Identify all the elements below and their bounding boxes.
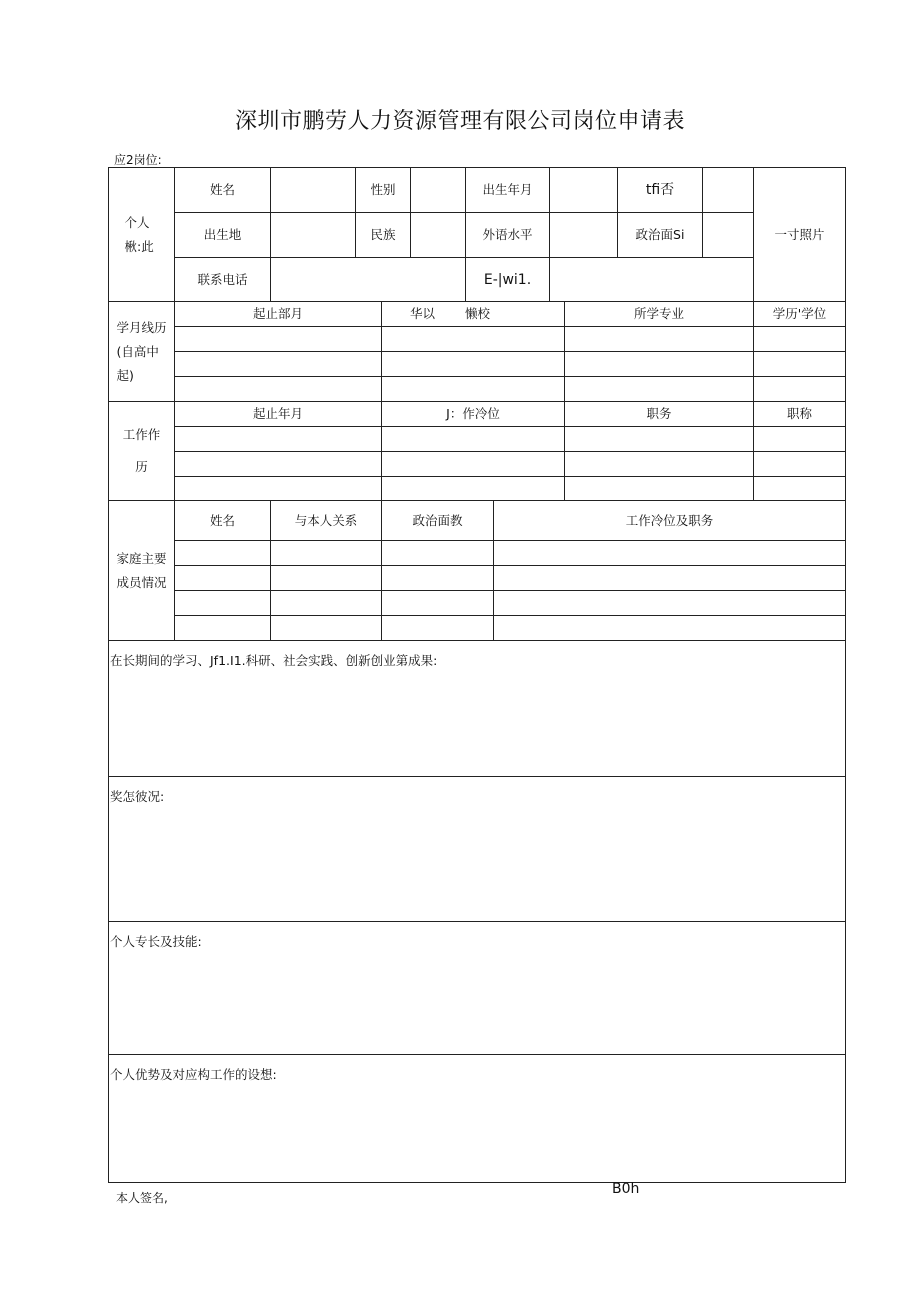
- family-col-work: 工作冷位及职务: [493, 500, 846, 541]
- work-row3-title[interactable]: [753, 476, 846, 501]
- edu-row1-school[interactable]: [381, 326, 565, 352]
- birthplace-field[interactable]: [270, 212, 356, 258]
- family-col-name: 姓名: [174, 500, 271, 541]
- signature-label: 本人签名,: [116, 1191, 168, 1205]
- gender-label: 性别: [355, 167, 411, 213]
- edu-row2-degree[interactable]: [753, 351, 846, 377]
- language-label: 外语水平: [465, 212, 550, 258]
- edu-col-school-part-a: 华以: [410, 306, 436, 321]
- edu-row3-school[interactable]: [381, 376, 565, 402]
- birth-date-label: 出生年月: [465, 167, 550, 213]
- edu-col-period: 起止部月: [174, 301, 382, 327]
- edu-row1-major[interactable]: [564, 326, 754, 352]
- photo-box: 一寸照片: [753, 167, 846, 302]
- edu-row2-period[interactable]: [174, 351, 382, 377]
- politics-field[interactable]: [702, 212, 754, 258]
- family-row3-name[interactable]: [174, 590, 271, 616]
- edu-row2-school[interactable]: [381, 351, 565, 377]
- family-row4-relation[interactable]: [270, 615, 382, 641]
- edu-col-major: 所学专业: [564, 301, 754, 327]
- achievements-box[interactable]: [108, 640, 846, 777]
- politics-label: 政治面Si: [617, 212, 703, 258]
- work-row1-period[interactable]: [174, 426, 382, 452]
- birth-date-field[interactable]: [549, 167, 618, 213]
- family-row2-name[interactable]: [174, 565, 271, 591]
- email-label: E-|wi1.: [465, 257, 550, 302]
- family-row3-politics[interactable]: [381, 590, 494, 616]
- education-section-text: 学月线历(自高中起): [116, 319, 167, 383]
- work-row1-title[interactable]: [753, 426, 846, 452]
- family-row1-work[interactable]: [493, 540, 846, 566]
- family-col-politics: 政治面教: [381, 500, 494, 541]
- family-row2-work[interactable]: [493, 565, 846, 591]
- work-section-label: [108, 401, 175, 501]
- edu-col-degree: 学历'学位: [753, 301, 846, 327]
- edu-row3-degree[interactable]: [753, 376, 846, 402]
- skills-label: 个人专长及技能:: [110, 934, 202, 949]
- ethnicity-field[interactable]: [410, 212, 466, 258]
- family-section-label: [108, 500, 175, 641]
- email-field[interactable]: [549, 257, 754, 302]
- education-section-label: [108, 301, 175, 402]
- edu-col-school: [381, 301, 565, 327]
- ethnicity-label: 民族: [355, 212, 411, 258]
- work-row2-title[interactable]: [753, 451, 846, 477]
- work-row1-unit[interactable]: [381, 426, 565, 452]
- skills-box[interactable]: [108, 921, 846, 1055]
- edu-row1-degree[interactable]: [753, 326, 846, 352]
- edu-col-school-part-b: 懒校: [465, 306, 491, 321]
- family-row1-relation[interactable]: [270, 540, 382, 566]
- work-row1-duty[interactable]: [564, 426, 754, 452]
- date-label: B0h: [612, 1181, 640, 1197]
- advantages-box[interactable]: [108, 1054, 846, 1183]
- marital-field[interactable]: [702, 167, 754, 213]
- form-title: 深圳市鹏劳人力资源管理有限公司岗位申请表: [234, 109, 685, 134]
- birthplace-label: 出生地: [174, 212, 271, 258]
- family-row1-politics[interactable]: [381, 540, 494, 566]
- phone-label: 联系电话: [174, 257, 271, 302]
- personal-section-label: [108, 167, 175, 302]
- work-row2-period[interactable]: [174, 451, 382, 477]
- family-row4-name[interactable]: [174, 615, 271, 641]
- work-col-period: 起止年月: [174, 401, 382, 427]
- work-col-duty: 职务: [564, 401, 754, 427]
- language-field[interactable]: [549, 212, 618, 258]
- work-row2-duty[interactable]: [564, 451, 754, 477]
- work-row2-unit[interactable]: [381, 451, 565, 477]
- work-col-unit: J：作冷位: [381, 401, 565, 427]
- family-row2-politics[interactable]: [381, 565, 494, 591]
- work-row3-unit[interactable]: [381, 476, 565, 501]
- gender-field[interactable]: [410, 167, 466, 213]
- edu-row3-period[interactable]: [174, 376, 382, 402]
- phone-field[interactable]: [270, 257, 466, 302]
- edu-row3-major[interactable]: [564, 376, 754, 402]
- edu-row2-major[interactable]: [564, 351, 754, 377]
- edu-row1-period[interactable]: [174, 326, 382, 352]
- family-col-relation: 与本人关系: [270, 500, 382, 541]
- family-row3-relation[interactable]: [270, 590, 382, 616]
- personal-section-text: 个人楸:此: [124, 214, 154, 254]
- position-applied-label: 应2岗位:: [114, 153, 162, 167]
- name-field[interactable]: [270, 167, 356, 213]
- awards-label: 奖怎彼况:: [110, 789, 165, 804]
- family-row4-politics[interactable]: [381, 615, 494, 641]
- work-col-title: 职称: [753, 401, 846, 427]
- family-row3-work[interactable]: [493, 590, 846, 616]
- family-section-text: 家庭主要成员情况: [116, 550, 167, 590]
- advantages-label: 个人优势及对应构工作的设想:: [110, 1067, 277, 1082]
- work-row3-period[interactable]: [174, 476, 382, 501]
- marital-label: tfi否: [617, 167, 703, 213]
- family-row2-relation[interactable]: [270, 565, 382, 591]
- work-row3-duty[interactable]: [564, 476, 754, 501]
- awards-box[interactable]: [108, 776, 846, 922]
- achievements-label: 在长期间的学习、Jf1.I1.科研、社会实践、创新创业第成果:: [110, 653, 438, 668]
- family-row4-work[interactable]: [493, 615, 846, 641]
- work-section-text: 工作作历: [122, 427, 161, 474]
- family-row1-name[interactable]: [174, 540, 271, 566]
- name-label: 姓名: [174, 167, 271, 213]
